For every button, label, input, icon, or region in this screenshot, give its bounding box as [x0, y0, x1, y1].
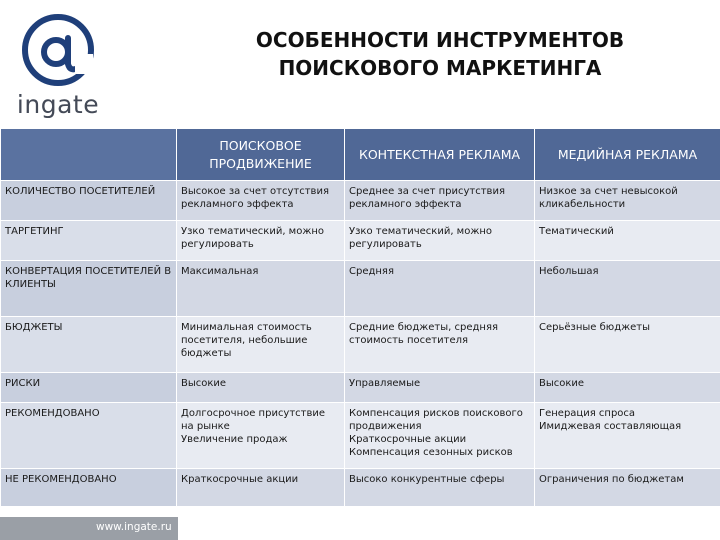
table-cell: Минимальная стоимость посетителя, небольшие бюджеты [177, 317, 345, 373]
table-cell: Тематический [535, 221, 720, 261]
table-cell: Компенсация рисков поискового продвижения Краткосрочные акции Компенсация сезонных рисков [345, 403, 535, 469]
header-corner [1, 129, 177, 181]
table-cell: Высокое за счет отсутствия рекламного эффекта [177, 181, 345, 221]
header-search-promotion: ПОИСКОВОЕ ПРОДВИЖЕНИЕ [177, 129, 345, 181]
table-row [1, 221, 720, 261]
row-label: НЕ РЕКОМЕНДОВАНО [1, 469, 177, 507]
row-label: КОНВЕРТАЦИЯ ПОСЕТИТЕЛЕЙ В КЛИЕНТЫ [1, 261, 177, 317]
table-row [1, 373, 720, 403]
table-cell: Узко тематический, можно регулировать [345, 221, 535, 261]
table-header-row [1, 129, 720, 181]
table-cell: Узко тематический, можно регулировать [177, 221, 345, 261]
table-row [1, 317, 720, 373]
comparison-table [0, 128, 720, 507]
table-cell: Серьёзные бюджеты [535, 317, 720, 373]
table-cell: Долгосрочное присутствие на рынке Увеличение продаж [177, 403, 345, 469]
table-row [1, 403, 720, 469]
ingate-logo [10, 14, 106, 119]
row-label: ТАРГЕТИНГ [1, 221, 177, 261]
table-cell: Управляемые [345, 373, 535, 403]
table-cell: Среднее за счет присутствия рекламного эффекта [345, 181, 535, 221]
table-cell: Высокие [535, 373, 720, 403]
table-cell: Максимальная [177, 261, 345, 317]
row-label: БЮДЖЕТЫ [1, 317, 177, 373]
table-cell: Средняя [345, 261, 535, 317]
row-label: РИСКИ [1, 373, 177, 403]
page-title [160, 26, 720, 82]
logo-brand-text: ingate [16, 90, 100, 119]
table-cell: Генерация спроса Имиджевая составляющая [535, 403, 720, 469]
table-cell: Высокие [177, 373, 345, 403]
table-cell: Ограничения по бюджетам [535, 469, 720, 507]
at-sign-icon [20, 14, 96, 86]
header-media-ads: МЕДИЙНАЯ РЕКЛАМА [535, 129, 720, 181]
table-cell: Небольшая [535, 261, 720, 317]
table-cell: Низкое за счет невысокой кликабельности [535, 181, 720, 221]
row-label: КОЛИЧЕСТВО ПОСЕТИТЕЛЕЙ [1, 181, 177, 221]
table-cell: Краткосрочные акции [177, 469, 345, 507]
table-row [1, 181, 720, 221]
title-line-2: ПОИСКОВОГО МАРКЕТИНГА [278, 56, 602, 80]
title-line-1: ОСОБЕННОСТИ ИНСТРУМЕНТОВ [255, 28, 625, 52]
footer-bar [0, 517, 178, 540]
header-context-ads: КОНТЕКСТНАЯ РЕКЛАМА [345, 129, 535, 181]
table-cell: Высоко конкурентные сферы [345, 469, 535, 507]
row-label: РЕКОМЕНДОВАНО [1, 403, 177, 469]
footer-url[interactable]: www.ingate.ru [96, 521, 172, 533]
table-row [1, 261, 720, 317]
table-row [1, 469, 720, 507]
table-cell: Средние бюджеты, средняя стоимость посетителя [345, 317, 535, 373]
